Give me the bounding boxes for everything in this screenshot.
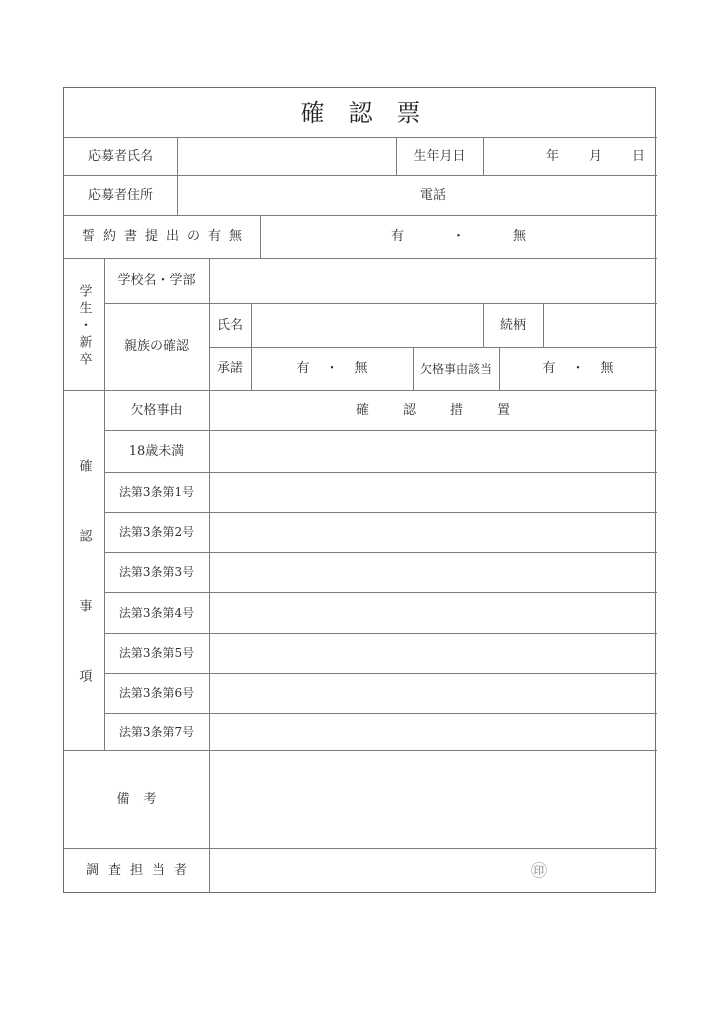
relative-name-field[interactable] [251,303,483,347]
measure-field-under-18[interactable] [209,430,657,472]
measure-field-law-7[interactable] [209,713,657,750]
law-article-3-item-4-label: 法第3条第4号 [118,605,195,620]
remarks-label: 備考 [116,791,171,807]
applicant-name-field[interactable] [177,137,396,175]
section-student-vertical-label [64,258,104,390]
law-article-3-item-5-label: 法第3条第5号 [118,646,195,660]
relationship-label: 続柄 [499,317,526,333]
confirmation-form-sheet [63,87,656,893]
measure-field-law-1[interactable] [209,472,657,512]
phone-label: 電話 [419,187,446,203]
form-title: 確認票 [300,98,445,127]
measure-field-law-6[interactable] [209,673,657,713]
day-unit-label: 日 [631,148,645,164]
measure-field-law-3[interactable] [209,552,657,592]
birth-date-label: 生年月日 [413,148,466,164]
consent-options[interactable]: 有・無 [296,361,384,376]
month-unit-label: 月 [588,148,602,164]
measure-field-law-2[interactable] [209,512,657,552]
law-article-3-item-3-label: 法第3条第3号 [118,565,195,579]
school-name-label: 学校名・学部 [117,273,196,288]
measure-field-law-5[interactable] [209,633,657,673]
birth-date-field[interactable] [483,137,657,175]
law-article-3-item-6-label: 法第3条第6号 [118,686,195,700]
year-unit-label: 年 [545,148,559,164]
confirmation-section-text: 確認事項 [76,458,92,739]
school-name-field[interactable] [209,258,657,303]
applicant-address-field[interactable] [177,175,657,215]
under-18-label: 18歳未満 [128,443,185,459]
pledge-label: 誓約書提出の有無 [81,229,250,244]
applicant-address-label: 応募者住所 [87,187,153,203]
disqualification-reason-header: 欠格事由 [130,402,183,418]
law-article-3-item-7-label: 法第3条第7号 [118,724,195,739]
law-article-3-item-1-label: 法第3条第1号 [118,485,195,499]
investigator-field[interactable] [209,848,657,893]
confirmation-measure-header: 確認措置 [355,402,544,418]
relationship-field[interactable] [543,303,657,347]
disqualification-options[interactable]: 有・無 [542,361,630,376]
remarks-field[interactable] [209,750,657,848]
relatives-confirm-label: 親族の確認 [123,339,189,354]
disqualification-applicable-label: 欠格事由該当 [419,361,492,376]
seal-icon: ㊞ [531,860,548,880]
consent-label: 承諾 [216,361,243,376]
student-section-text: 学生・新卒 [76,283,92,369]
relative-name-label: 氏名 [216,317,243,333]
applicant-name-label: 応募者氏名 [87,148,153,164]
section-confirmation-vertical-label [64,390,104,750]
pledge-options[interactable]: 有・無 [390,229,574,244]
measure-field-law-4[interactable] [209,592,657,633]
investigator-label: 調査担当者 [85,863,196,878]
law-article-3-item-2-label: 法第3条第2号 [118,525,195,539]
